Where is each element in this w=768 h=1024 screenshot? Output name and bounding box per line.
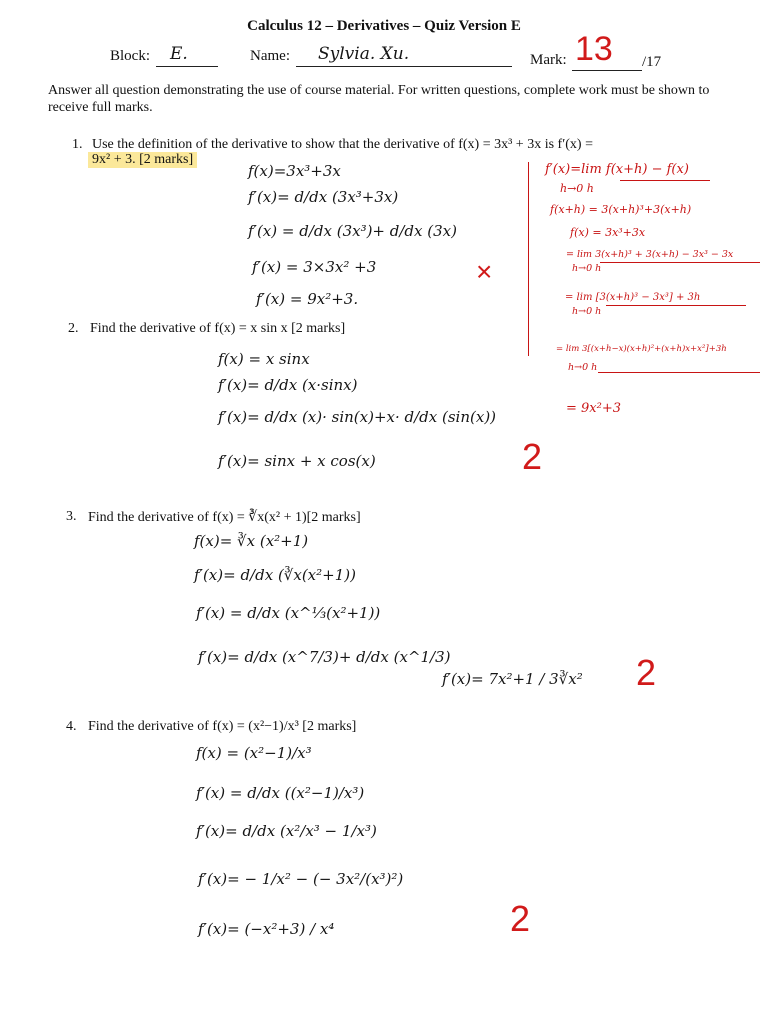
q2-work-line: f(x) = x sinx bbox=[218, 350, 310, 368]
q1-correction-line: h→0 h bbox=[568, 362, 598, 373]
name-label: Name: bbox=[250, 48, 290, 64]
q1-work-line: f′(x)= d/dx (3x³+3x) bbox=[248, 188, 399, 206]
instructions: Answer all question demonstrating the use of course material. For written questions, complete work must be shown to receive full marks. bbox=[48, 83, 710, 115]
q1-correction-fraction-bar bbox=[620, 180, 710, 181]
q3-work-line: f′(x)= d/dx (∛x(x²+1)) bbox=[194, 566, 356, 584]
q1-correction-fraction-bar bbox=[600, 262, 760, 263]
q1-correction-line: = lim 3(x+h)³ + 3(x+h) − 3x³ − 3x bbox=[566, 249, 734, 260]
mark-total: /17 bbox=[642, 54, 662, 70]
q1-text-line2: 9x² + 3. [2 marks] bbox=[88, 152, 197, 168]
q1-work-line: f(x)=3x³+3x bbox=[248, 162, 341, 180]
q2-number: 2. bbox=[68, 321, 79, 336]
mark-underline bbox=[572, 70, 642, 71]
q1-correction-line: f′(x)=lim f(x+h) − f(x) bbox=[545, 162, 689, 177]
name-value: Sylvia. Xu. bbox=[318, 44, 410, 64]
q4-work-line: f′(x)= − 1/x² − (− 3x²/(x³)²) bbox=[198, 870, 404, 888]
q1-correction-line: = lim [3(x+h)³ − 3x³] + 3h bbox=[565, 292, 701, 303]
q4-text: Find the derivative of f(x) = (x²−1)/x³ [2 marks] bbox=[88, 719, 357, 734]
q1-correction-line: h→0 h bbox=[572, 263, 602, 274]
q3-work-line: f′(x) = d/dx (x^⅓(x²+1)) bbox=[196, 604, 381, 622]
block-value: E. bbox=[170, 44, 188, 64]
q3-final-answer: f′(x)= 7x²+1 / 3∛x² bbox=[442, 670, 583, 688]
quiz-title: Calculus 12 – Derivatives – Quiz Version E bbox=[247, 18, 521, 34]
q1-correction-fraction-bar bbox=[598, 372, 760, 373]
q1-work-line: f′(x) = 3×3x² +3 bbox=[252, 258, 377, 276]
q3-work-line: f′(x)= d/dx (x^7/3)+ d/dx (x^1/3) bbox=[198, 648, 451, 666]
correction-divider bbox=[528, 162, 529, 356]
q4-work-line: f′(x)= (−x²+3) / x⁴ bbox=[198, 920, 335, 938]
block-label: Block: bbox=[110, 48, 150, 64]
q2-score: 2 bbox=[522, 436, 543, 477]
q2-work-line: f′(x)= sinx + x cos(x) bbox=[218, 452, 376, 470]
q1-correction-line: f(x+h) = 3(x+h)³+3(x+h) bbox=[550, 203, 692, 216]
q4-number: 4. bbox=[66, 719, 77, 734]
q1-number: 1. bbox=[72, 137, 83, 152]
q4-work-line: f′(x)= d/dx (x²/x³ − 1/x³) bbox=[196, 822, 377, 840]
q1-correction-line: = lim 3[(x+h−x)(x+h)²+(x+h)x+x²]+3h bbox=[556, 344, 727, 354]
q1-work-line: f′(x) = 9x²+3. bbox=[256, 290, 359, 308]
q1-wrong-mark: × bbox=[476, 256, 493, 287]
q3-text: Find the derivative of f(x) = ∛x(x² + 1)[2 marks] bbox=[88, 510, 361, 525]
q1-correction-line: h→0 h bbox=[560, 182, 594, 195]
q1-correction-line: h→0 h bbox=[572, 306, 602, 317]
q1-correction-line: = 9x²+3 bbox=[566, 401, 622, 416]
name-underline bbox=[296, 66, 512, 67]
q1-correction-line: f(x) = 3x³+3x bbox=[570, 226, 646, 239]
block-underline bbox=[156, 66, 218, 67]
q1-correction-fraction-bar bbox=[606, 305, 746, 306]
q3-work-line: f(x)= ∛x (x²+1) bbox=[194, 532, 309, 550]
q1-text-line1: Use the definition of the derivative to show that the derivative of f(x) = 3x³ + 3x is f′(x) = bbox=[92, 137, 593, 152]
mark-value: 13 bbox=[575, 30, 613, 68]
q3-number: 3. bbox=[66, 509, 77, 524]
q4-work-line: f(x) = (x²−1)/x³ bbox=[196, 744, 312, 762]
q2-work-line: f′(x)= d/dx (x·sinx) bbox=[218, 376, 358, 394]
q3-score: 2 bbox=[636, 652, 657, 693]
q1-work-line: f′(x) = d/dx (3x³)+ d/dx (3x) bbox=[248, 222, 457, 240]
mark-label: Mark: bbox=[530, 52, 567, 68]
q4-work-line: f′(x) = d/dx ((x²−1)/x³) bbox=[196, 784, 365, 802]
q2-work-line: f′(x)= d/dx (x)· sin(x)+x· d/dx (sin(x)) bbox=[218, 408, 497, 426]
q2-text: Find the derivative of f(x) = x sin x [2 marks] bbox=[90, 321, 346, 336]
q4-score: 2 bbox=[510, 898, 531, 939]
